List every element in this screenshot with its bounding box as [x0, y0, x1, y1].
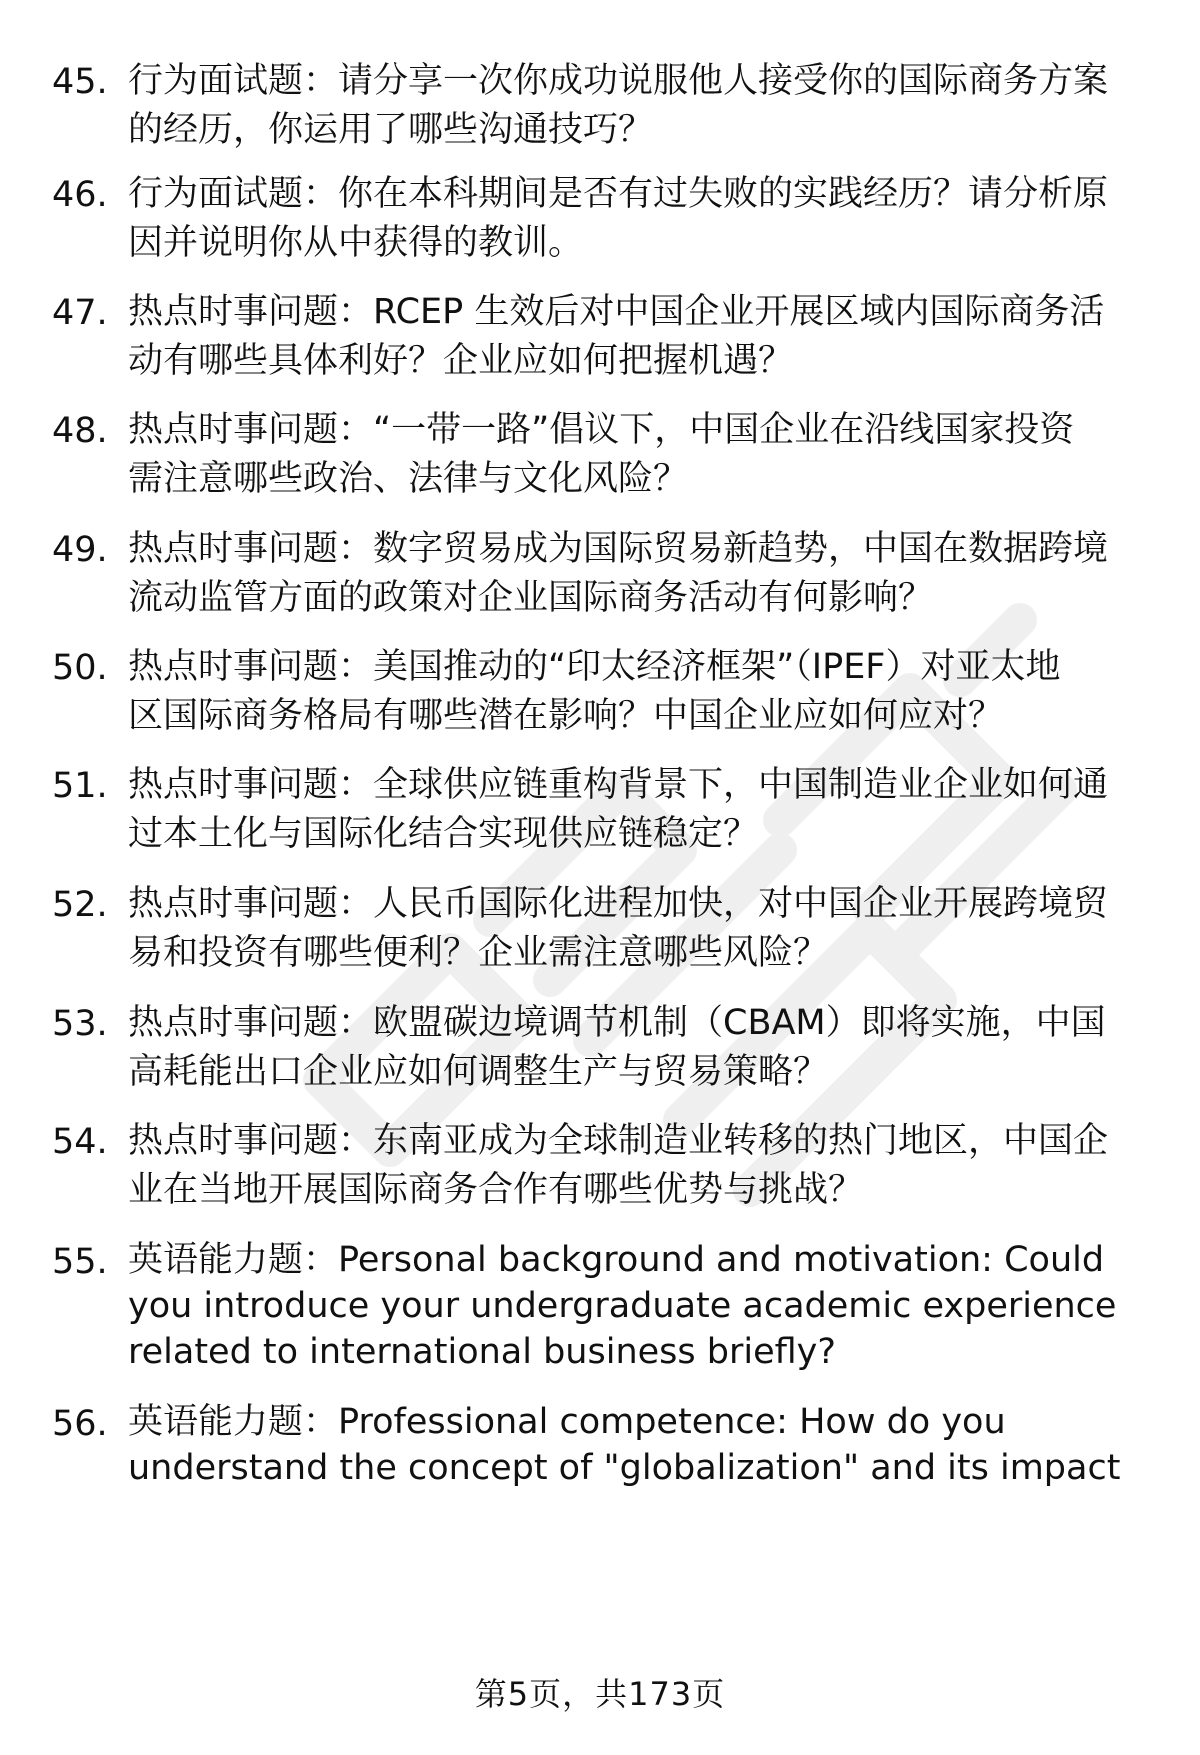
question-line: 需注意哪些政治、法律与文化风险？: [128, 459, 689, 499]
question-number: 47.: [52, 293, 108, 333]
question-number: 45.: [52, 62, 108, 102]
question-line: 热点时事问题：“一带一路”倡议下，中国企业在沿线国家投资: [128, 410, 1075, 450]
question-line: 过本土化与国际化结合实现供应链稳定？: [128, 814, 759, 854]
question-line: 热点时事问题：东南亚成为全球制造业转移的热门地区，中国企: [128, 1121, 1109, 1161]
question-line: 热点时事问题：欧盟碳边境调节机制（CBAM）即将实施，中国: [128, 1003, 1106, 1043]
question-text: [128, 406, 1148, 504]
question-number: 52.: [52, 885, 108, 925]
question-text: [128, 1399, 1148, 1491]
question-text: [128, 288, 1148, 386]
question-line: 业在当地开展国际商务合作有哪些优势与挑战？: [128, 1170, 864, 1210]
question-line: 行为面试题：请分享一次你成功说服他人接受你的国际商务方案: [128, 61, 1109, 101]
question-line: 英语能力题：Professional competence: How do you: [128, 1402, 1006, 1442]
question-line: 热点时事问题：美国推动的“印太经济框架”（IPEF）对亚太地: [128, 647, 1061, 687]
question-line: 热点时事问题：数字贸易成为国际贸易新趋势，中国在数据跨境: [128, 529, 1109, 569]
question-number: 53.: [52, 1004, 108, 1044]
question-text: [128, 57, 1148, 155]
question-number: 55.: [52, 1242, 108, 1282]
question-line: 的经历，你运用了哪些沟通技巧？: [128, 110, 654, 150]
question-text: [128, 643, 1148, 741]
question-text: [128, 1237, 1148, 1375]
question-number: 56.: [52, 1404, 108, 1444]
question-text: [128, 1117, 1148, 1215]
question-line: 流动监管方面的政策对企业国际商务活动有何影响？: [128, 578, 934, 618]
question-line: 英语能力题：Personal background and motivation: Could: [128, 1240, 1105, 1280]
question-line: 因并说明你从中获得的教训。: [128, 223, 584, 263]
question-line: understand the concept of "globalization" and its impact: [128, 1448, 1121, 1488]
question-number: 50.: [52, 648, 108, 688]
question-number: 49.: [52, 530, 108, 570]
question-number: 51.: [52, 766, 108, 806]
question-number: 46.: [52, 175, 108, 215]
question-number: 54.: [52, 1122, 108, 1162]
question-line: 动有哪些具体利好？企业应如何把握机遇？: [128, 341, 794, 381]
question-text: [128, 170, 1148, 268]
question-text: [128, 880, 1148, 978]
question-line: 区国际商务格局有哪些潜在影响？中国企业应如何应对？: [128, 696, 1004, 736]
question-line: 易和投资有哪些便利？企业需注意哪些风险？: [128, 933, 829, 973]
question-line: 热点时事问题：全球供应链重构背景下，中国制造业企业如何通: [128, 765, 1109, 805]
question-text: [128, 525, 1148, 623]
question-line: 行为面试题：你在本科期间是否有过失败的实践经历？请分析原: [128, 174, 1109, 214]
watermark-logo: [260, 520, 1160, 1220]
question-text: [128, 999, 1148, 1097]
question-line: 热点时事问题：RCEP 生效后对中国企业开展区域内国际商务活: [128, 292, 1105, 332]
question-text: [128, 761, 1148, 859]
question-line: 高耗能出口企业应如何调整生产与贸易策略？: [128, 1052, 829, 1092]
question-line: 热点时事问题：人民币国际化进程加快，对中国企业开展跨境贸: [128, 884, 1109, 924]
question-number: 48.: [52, 411, 108, 451]
question-line: related to international business briefly?: [128, 1332, 836, 1372]
page-number-footer: 第5页，共173页: [474, 1675, 726, 1713]
question-line: you introduce your undergraduate academic experience: [128, 1286, 1117, 1326]
